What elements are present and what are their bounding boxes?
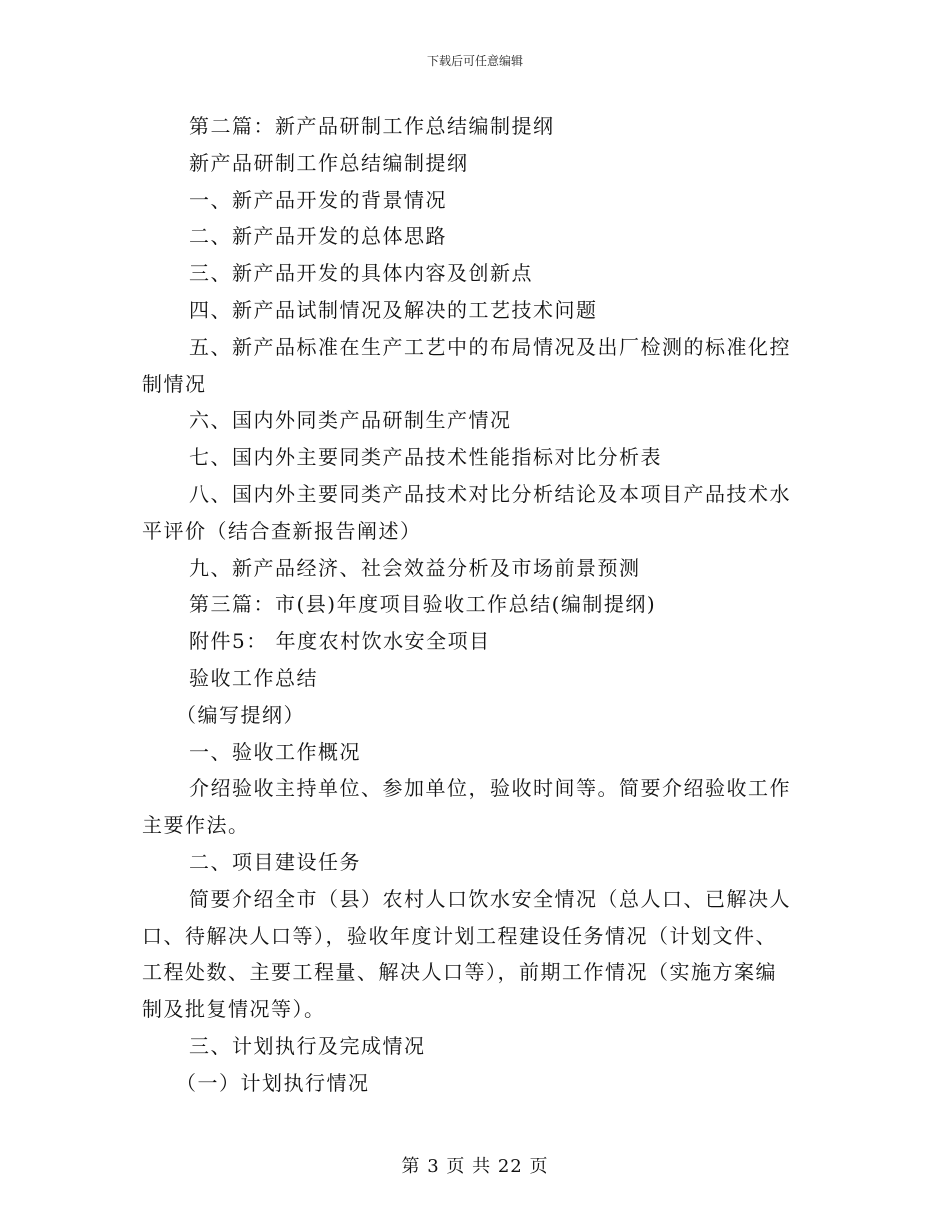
paragraph-continued: 主要作法。: [142, 813, 250, 838]
section-title: 第三篇：市(县)年度项目验收工作总结(编制提纲): [189, 592, 657, 617]
paragraph-continued: 工程处数、主要工程量、解决人口等），前期工作情况（实施方案编: [142, 960, 777, 985]
section-title: 第二篇：新产品研制工作总结编制提纲: [189, 114, 555, 138]
page-footer: 第 3 页 共 22 页: [401, 1156, 549, 1177]
attachment-title: 附件5： 年度农村饮水安全项目: [189, 629, 491, 654]
outline-item-continued: 平评价（结合查新报告阐述）: [142, 518, 422, 543]
attachment-note: （编写提纲）: [176, 702, 305, 727]
outline-item: 七、国内外主要同类产品技术性能指标对比分析表: [189, 445, 662, 470]
outline-item: 八、国内外主要同类产品技术对比分析结论及本项目产品技术水: [189, 481, 791, 506]
outline-item: 一、验收工作概况: [189, 739, 361, 764]
outline-item: 一、新产品开发的背景情况: [189, 187, 447, 212]
document-body: [142, 108, 802, 1102]
outline-item: 九、新产品经济、社会效益分析及市场前景预测: [189, 555, 641, 580]
outline-item: 四、新产品试制情况及解决的工艺技术问题: [189, 297, 598, 322]
outline-item: 六、国内外同类产品研制生产情况: [189, 408, 512, 433]
outline-item: 三、计划执行及完成情况: [189, 1033, 426, 1058]
page-header: 下载后可任意编辑: [426, 54, 523, 68]
attachment-subtitle: 验收工作总结: [189, 665, 318, 690]
outline-title: 新产品研制工作总结编制提纲: [189, 150, 469, 175]
outline-item: 三、新产品开发的具体内容及创新点: [189, 261, 533, 286]
outline-subitem: （一）计划执行情况: [176, 1070, 370, 1095]
outline-item-continued: 制情况: [142, 371, 207, 396]
outline-item: 五、新产品标准在生产工艺中的布局情况及出厂检测的标准化控: [189, 334, 791, 359]
paragraph-continued: 口、待解决人口等），验收年度计划工程建设任务情况（计划文件、: [142, 923, 777, 948]
paragraph: 介绍验收主持单位、参加单位，验收时间等。简要介绍验收工作: [189, 776, 791, 801]
paragraph-continued: 制及批复情况等）。: [142, 997, 326, 1022]
outline-item: 二、新产品开发的总体思路: [189, 224, 447, 249]
paragraph: 简要介绍全市（县）农村人口饮水安全情况（总人口、已解决人: [189, 886, 791, 911]
outline-item: 二、项目建设任务: [189, 849, 361, 874]
